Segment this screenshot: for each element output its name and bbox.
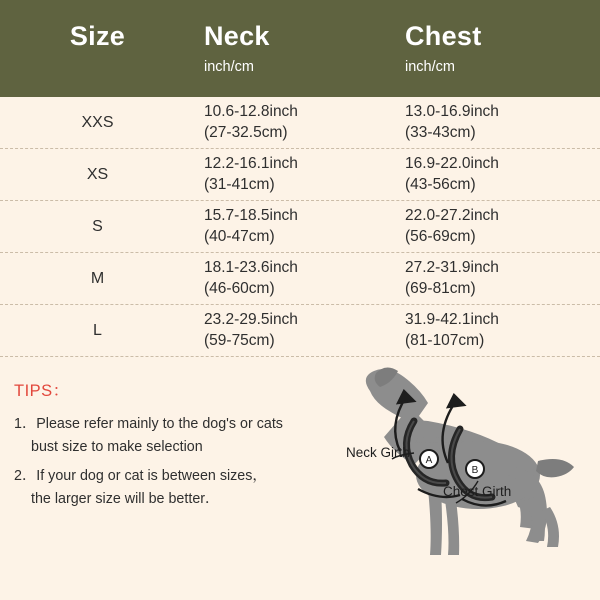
tip-line: 1．Please refer mainly to the dog's or cats: [14, 416, 283, 432]
dog-illustration: [310, 357, 600, 583]
tips-title: TIPS：: [14, 382, 70, 400]
cell-chest: [396, 102, 600, 143]
marker-b-label: B: [471, 465, 479, 476]
cell-chest-inch: 16.9-22.0inch: [405, 154, 499, 172]
cell-neck: [195, 206, 396, 247]
header-title-size: Size: [69, 21, 126, 51]
cell-size: XXS: [81, 113, 114, 131]
cell-size: S: [92, 217, 103, 235]
cell-neck-inch: 15.7-18.5inch: [204, 206, 298, 224]
tips-section: [0, 357, 600, 583]
cell-chest-inch: 27.2-31.9inch: [405, 258, 499, 276]
header-subtitle-neck: inch/cm: [204, 59, 254, 76]
table-header-row: [0, 0, 600, 97]
cell-neck-inch: 10.6-12.8inch: [204, 102, 298, 120]
tip-line: bust size to make selection: [31, 438, 203, 455]
cell-neck: [195, 310, 396, 351]
tip-line: 2．If your dog or cat is between sizes，: [14, 468, 267, 485]
header-cell-chest: [396, 0, 600, 75]
cell-neck-cm: (31-41cm): [204, 175, 275, 193]
cell-chest: [396, 206, 600, 247]
cell-size: M: [90, 269, 105, 287]
cell-size: XS: [86, 165, 109, 183]
cell-chest-inch: 22.0-27.2inch: [405, 206, 499, 224]
cell-chest: [396, 154, 600, 195]
cell-chest-cm: (81-107cm): [405, 331, 485, 349]
cell-chest-cm: (43-56cm): [405, 175, 476, 193]
neck-girth-label: Neck Girth: [346, 445, 410, 460]
cell-neck-cm: (59-75cm): [204, 331, 275, 349]
cell-chest-cm: (33-43cm): [405, 123, 476, 141]
chest-girth-label: Chest Girth: [443, 484, 512, 499]
cell-chest-cm: (69-81cm): [405, 279, 476, 297]
header-subtitle-chest: inch/cm: [405, 59, 455, 76]
table-row: [0, 149, 600, 201]
tip-line: the larger size will be better．: [31, 491, 220, 508]
chest-arrow-head: [448, 395, 464, 407]
cell-neck: [195, 154, 396, 195]
cell-neck: [195, 102, 396, 143]
cell-chest-inch: 31.9-42.1inch: [405, 310, 499, 328]
header-cell-neck: [195, 0, 396, 75]
marker-a-label: A: [425, 455, 433, 466]
table-row: [0, 253, 600, 305]
cell-chest: [396, 258, 600, 299]
cell-neck-cm: (46-60cm): [204, 279, 275, 297]
cell-chest-inch: 13.0-16.9inch: [405, 102, 499, 120]
table-body: [0, 97, 600, 357]
cell-neck: [195, 258, 396, 299]
dog-diagram-svg: [310, 357, 600, 583]
cell-neck-inch: 12.2-16.1inch: [204, 154, 298, 172]
cell-neck-inch: 18.1-23.6inch: [204, 258, 298, 276]
cell-neck-inch: 23.2-29.5inch: [204, 310, 298, 328]
cell-neck-cm: (27-32.5cm): [204, 123, 288, 141]
header-title-chest: Chest: [405, 21, 482, 51]
cell-chest-cm: (56-69cm): [405, 227, 476, 245]
header-title-neck: Neck: [204, 21, 270, 51]
cell-chest: [396, 310, 600, 351]
table-row: [0, 201, 600, 253]
cell-neck-cm: (40-47cm): [204, 227, 275, 245]
table-row: [0, 305, 600, 357]
cell-size: L: [93, 321, 102, 339]
table-row: [0, 97, 600, 149]
header-cell-size: [0, 0, 195, 50]
